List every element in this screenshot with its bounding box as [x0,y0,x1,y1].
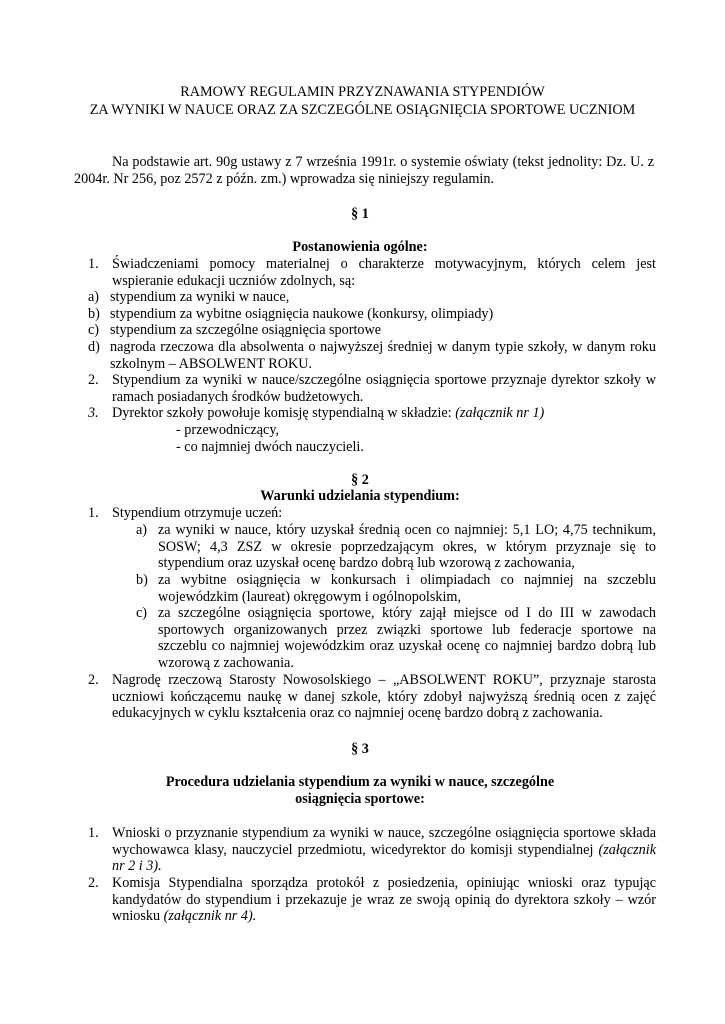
section-1-list-item-b [88,306,656,323]
paragraph-text: Nagrodę rzeczową Starosty Nowosolskiego – „ABSOLWENT ROKU”, przyznaje starosta uczniowi kończącemu naukę w danej szkole, który zdobył najwyższą średnią ocen z zajęć edukacyjnych w cyklu kształcenia oraz co najmniej ocenę bardzo dobrą z zachowania. [112,672,656,721]
list-text: za szczególne osiągnięcia sportowe, który zajął miejsce od I do III w zawodach sportowych organizowanych przez związki sportowe lub federacje sportowe na szczeblu co najmniej wojewódzkim oraz uzyskał ocenę co najmniej bardzo dobrą lub wzorową z zachowania. [158,605,656,671]
section-2-mark: § 2 [351,472,369,488]
paragraph-text: Stypendium za wyniki w nauce/szczególne osiągnięcia sportowe przyznaje dyrektor szkoły w ramach posiadanych środków budżetowych. [112,372,656,405]
section-1-paragraph-1 [88,256,656,289]
section-1-heading: Postanowienia ogólne: [292,239,428,255]
list-text: stypendium za wyniki w nauce, [110,289,290,305]
paragraph-main-text: Wnioski o przyznanie stypendium za wyniki w nauce, szczególne osiągnięcia sportowe składa wychowawca klasy, nauczyciel przedmiotu, wicedyrektor do komisji stypendialnej [112,825,656,858]
paragraph-main-text: Dyrektor szkoły powołuje komisję stypendialną w składzie: [112,405,456,421]
section-2-list-item-c [136,605,656,671]
paragraph-number: 1. [88,256,99,272]
section-3-heading-line-2: osiągnięcia sportowe: [295,791,425,807]
section-2-paragraph-1 [88,505,656,522]
paragraph-text: Stypendium otrzymuje uczeń: [112,505,283,521]
paragraph-number: 2. [88,672,99,688]
paragraph-number: 2. [88,875,99,891]
paragraph-number: 2. [88,372,99,388]
section-3-paragraph-2 [88,875,656,925]
section-1-list-item-a [88,289,656,306]
list-text: za wyniki w nauce, który uzyskał średnią ocen co najmniej: 5,1 LO; 4,75 technikum, SOSW; 4,3 ZSZ w okresie poprzedzającym okres, w którym przyznaje się to stypendium oraz uzyskał ocenę bardzo dobrą lub wzorową z zachowania, [158,522,656,571]
section-2-paragraph-2 [88,672,656,722]
section-2-list-item-b [136,572,656,605]
document-title-line-2: ZA WYNIKI W NAUCE ORAZ ZA SZCZEGÓLNE OSIĄGNIĘCIA SPORTOWE UCZNIOM [89,102,636,118]
paragraph-main-text: Komisja Stypendialna sporządza protokół z posiedzenia, opiniując wnioski oraz typując kandydatów do stypendium i przekazuje je wraz ze swoją opinią do dyrektora szkoły – wzór wniosku [112,875,656,924]
committee-member-teachers: - co najmniej dwóch nauczycieli. [176,439,364,455]
paragraph-text: Świadczeniami pomocy materialnej o charakterze motywacyjnym, których celem jest wspieranie edukacji uczniów zdolnych, są: [112,256,656,289]
intro-text: Na podstawie art. 90g ustawy z 7 września 1991r. o systemie oświaty (tekst jednolity: Dz. U. z 2004r. Nr 256, poz 2572 z późn. zm.) wprowadza się niniejszy regulamin. [74,154,654,187]
section-1-mark: § 1 [351,206,369,222]
list-label: b) [88,306,100,322]
section-2-list-item-a [136,522,656,572]
section-2-heading: Warunki udzielania stypendium: [260,488,460,504]
section-1-paragraph-3 [88,405,656,422]
list-text: za wybitne osiągnięcia w konkursach i olimpiadach co najmniej na szczeblu wojewódzkim (laureat) okręgowym i ogólnopolskim, [158,572,656,605]
section-1-paragraph-2 [88,372,656,405]
committee-member-chair: - przewodniczący, [176,422,280,438]
paragraph-number: 1. [88,505,99,521]
document-title-line-1: RAMOWY REGULAMIN PRZYZNAWANIA STYPENDIÓW [180,84,545,100]
annex-reference: (załącznik nr 1) [455,405,545,421]
list-text: nagroda rzeczowa dla absolwenta o najwyższej średniej w danym typie szkoły, w danym roku szkolnym – ABSOLWENT ROKU. [110,339,656,372]
paragraph-number: 1. [88,825,99,841]
paragraph-number: 3. [88,405,99,421]
section-3-mark: § 3 [351,741,369,757]
list-text: stypendium za wybitne osiągnięcia naukowe (konkursy, olimpiady) [110,306,494,322]
annex-reference: (załącznik nr 2 i 3). [112,841,656,874]
list-label: a) [136,522,148,538]
list-label: d) [88,339,100,355]
list-text: stypendium za szczególne osiągnięcia sportowe [110,322,382,338]
section-1-list-item-c [88,322,656,339]
paragraph-text [112,405,656,422]
annex-reference: (załącznik nr 4). [163,908,257,924]
intro-paragraph [74,154,654,187]
paragraph-text [112,825,656,875]
list-label: a) [88,289,100,305]
list-label: c) [136,605,148,621]
list-label: b) [136,572,148,588]
section-3-paragraph-1 [88,825,656,875]
paragraph-text [112,875,656,925]
section-3-heading-line-1: Procedura udzielania stypendium za wyniki w nauce, szczególne [165,774,555,790]
section-1-list-item-d [88,339,656,372]
list-label: c) [88,322,100,338]
